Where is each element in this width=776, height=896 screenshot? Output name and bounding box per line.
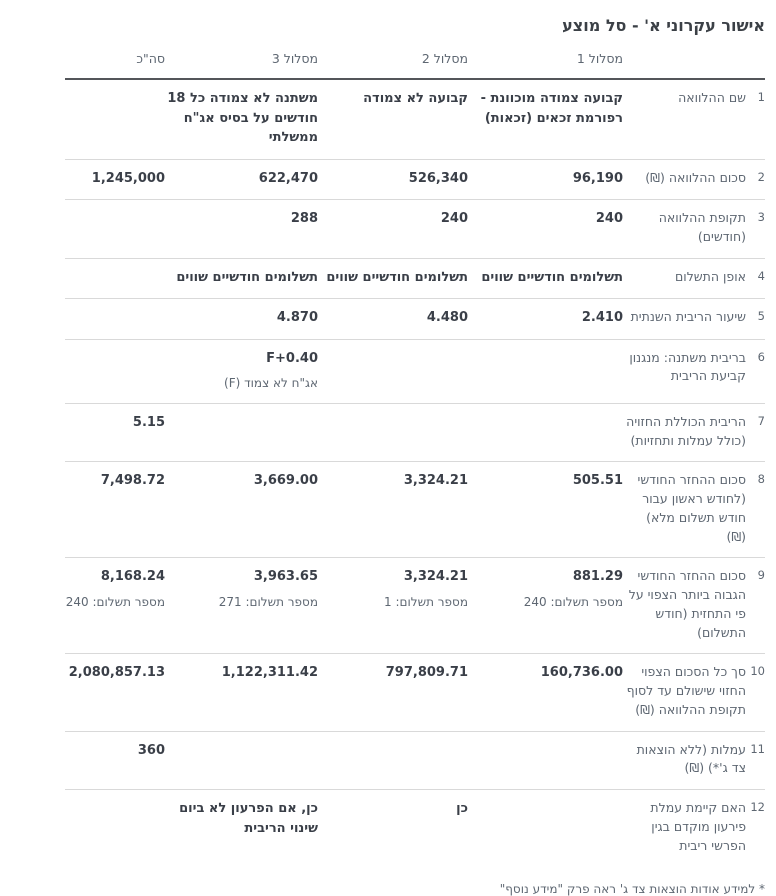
row-label: תקופת ההלוואה (חודשים) [658, 210, 746, 244]
row-header [623, 200, 765, 259]
row-label-wrap [623, 663, 765, 719]
cell-track1 [468, 200, 623, 259]
cell-value: תשלומים חודשיים שווים [326, 269, 468, 285]
row-header [623, 79, 765, 159]
row-number: 11 [750, 741, 765, 756]
row-label-wrap [623, 567, 765, 642]
row-number: 8 [757, 472, 765, 487]
cell-track2 [318, 462, 468, 558]
row-number: 6 [757, 349, 765, 364]
cell-total [65, 654, 165, 731]
cell-track3 [165, 654, 318, 731]
cell-value: 3,669.00 [253, 473, 318, 489]
cell-value: 2,080,857.13 [68, 665, 165, 681]
cell-value: 5.15 [132, 414, 165, 430]
cell-track2 [318, 339, 468, 403]
cell-subvalue: מספר תשלום: 240 [523, 594, 623, 609]
row-label: סכום ההחזר החודשי (לחודש ראשון עבור חודש תשלום מלא) (₪) [637, 472, 746, 544]
row-header [623, 731, 765, 790]
row-number: 12 [750, 800, 765, 815]
table-header [65, 51, 765, 79]
cell-value: 3,324.21 [403, 569, 468, 585]
table-row [65, 731, 765, 790]
row-number: 5 [757, 309, 765, 323]
cell-track1 [468, 339, 623, 403]
cell-value: 3,324.21 [403, 473, 468, 489]
row-number: 4 [757, 268, 765, 283]
cell-total [65, 462, 165, 558]
cell-track1 [468, 731, 623, 790]
cell-subvalue: מספר תשלום: 240 [65, 594, 165, 609]
cell-value: 8,168.24 [100, 569, 165, 585]
cell-value: 797,809.71 [385, 665, 468, 681]
row-label: סכום ההחזר החודשי הגבוה ביותר הצפוי על פי התחזית (חודש התשלום) [628, 568, 746, 640]
cell-track2 [318, 403, 468, 462]
cell-value: קבועה לא צמודה [363, 91, 468, 106]
row-label-wrap [623, 349, 765, 387]
cell-total [65, 258, 165, 299]
row-header [623, 790, 765, 867]
table-row [65, 299, 765, 340]
cell-track3 [165, 299, 318, 340]
header-row-label-spacer [623, 51, 765, 79]
cell-track3 [165, 790, 318, 867]
cell-value: קבועה צמודה מוכוונת - רפורמת זכאים (זכאות) [480, 91, 623, 126]
loan-tracks-table [65, 51, 765, 866]
cell-track1 [468, 462, 623, 558]
row-header [623, 258, 765, 299]
row-header [623, 403, 765, 462]
cell-track2 [318, 299, 468, 340]
cell-total [65, 299, 165, 340]
cell-track2 [318, 159, 468, 200]
table-row [65, 200, 765, 259]
table-row [65, 159, 765, 200]
page-title: אישור עקרוני א' - סל מוצע [562, 16, 765, 35]
cell-total [65, 403, 165, 462]
row-label: שם ההלוואה [678, 90, 746, 105]
cell-track3 [165, 258, 318, 299]
cell-track1 [468, 790, 623, 867]
cell-subvalue: מספר תשלום: 1 [384, 594, 468, 609]
row-label: סך כל הסכום הצפוי החזוי שישולם עד לסוף תקופת ההלוואה (₪) [626, 664, 746, 717]
table-row [65, 258, 765, 299]
row-label-wrap [623, 169, 765, 188]
cell-total [65, 731, 165, 790]
row-label: עמלות (ללא הוצאות צד ג'*) (₪) [636, 741, 746, 776]
row-header [623, 339, 765, 403]
cell-value: F+0.40 [266, 350, 318, 366]
column-header-track3: מסלול 3 [165, 51, 318, 79]
cell-track3 [165, 558, 318, 654]
column-header-track1: מסלול 1 [468, 51, 623, 79]
cell-value: 7,498.72 [100, 473, 165, 489]
cell-track3 [165, 403, 318, 462]
row-header [623, 299, 765, 340]
row-header [623, 159, 765, 200]
cell-track1 [468, 159, 623, 200]
cell-value: 1,245,000 [91, 170, 165, 186]
table-row [65, 339, 765, 403]
cell-value: משתנה לא צמודה כל 18 חודשים על בסיס אג"ח ממשלתי [167, 91, 318, 145]
cell-value: 2.410 [581, 310, 623, 325]
table-row [65, 790, 765, 867]
cell-value: 4.870 [276, 310, 318, 325]
row-label: הריבית הכוללת החזויה (כולל עמלות ותחזיות) [626, 413, 746, 448]
cell-track2 [318, 79, 468, 159]
cell-track3 [165, 200, 318, 259]
cell-track1 [468, 558, 623, 654]
cell-value: 3,963.65 [253, 569, 318, 585]
loan-approval-page [65, 16, 765, 896]
row-number: 3 [757, 210, 765, 224]
cell-total [65, 339, 165, 403]
row-label-wrap [623, 799, 765, 855]
row-label: האם קיימת עמלת פירעון מוקדם בגין הפרשי ריבית [650, 800, 746, 853]
row-label-wrap [623, 268, 765, 287]
cell-track1 [468, 299, 623, 340]
table-row [65, 654, 765, 731]
cell-track2 [318, 731, 468, 790]
cell-subvalue: אג"ח לא צמוד (F) [224, 376, 318, 390]
cell-value: תשלומים חודשיים שווים [176, 269, 318, 285]
row-label-wrap [623, 471, 765, 546]
row-header [623, 558, 765, 654]
cell-value: 160,736.00 [540, 665, 623, 681]
cell-track3 [165, 339, 318, 403]
cell-value: 240 [595, 211, 623, 226]
cell-value: 1,122,311.42 [221, 665, 318, 681]
row-label-wrap [623, 308, 765, 327]
cell-track3 [165, 462, 318, 558]
cell-track1 [468, 258, 623, 299]
row-label-wrap [623, 741, 765, 779]
cell-value: 622,470 [258, 170, 318, 186]
row-label-wrap [623, 89, 765, 108]
cell-value: כן, אם הפרעון לא ביום שינוי הריבית [179, 801, 318, 836]
cell-track3 [165, 159, 318, 200]
cell-track1 [468, 654, 623, 731]
cell-value: 288 [290, 211, 318, 226]
cell-track2 [318, 558, 468, 654]
row-number: 10 [750, 664, 765, 679]
cell-track3 [165, 79, 318, 159]
table-row [65, 462, 765, 558]
table-row [65, 403, 765, 462]
footnote: * למידע אודות הוצאות צד ג' ראה פרק "מידע נוסף" [499, 882, 765, 896]
cell-track3 [165, 731, 318, 790]
cell-track1 [468, 79, 623, 159]
row-label: אופן התשלום [675, 268, 746, 284]
row-header [623, 462, 765, 558]
cell-value: כן [456, 801, 468, 817]
cell-value: 240 [440, 211, 468, 226]
cell-value: 360 [137, 742, 165, 758]
table-row [65, 558, 765, 654]
column-header-total: סה"כ [65, 51, 165, 79]
row-header [623, 654, 765, 731]
row-label: סכום ההלוואה (₪) [645, 169, 746, 185]
cell-value: 4.480 [426, 310, 468, 325]
cell-value: תשלומים חודשיים שווים [481, 269, 623, 285]
cell-track2 [318, 654, 468, 731]
cell-track2 [318, 790, 468, 867]
cell-total [65, 159, 165, 200]
row-number: 7 [757, 413, 765, 428]
cell-value: 505.51 [572, 473, 623, 489]
row-number: 1 [757, 90, 765, 104]
cell-track2 [318, 258, 468, 299]
table-row [65, 79, 765, 159]
cell-track2 [318, 200, 468, 259]
cell-value: 526,340 [408, 170, 468, 186]
cell-value: 96,190 [572, 170, 623, 186]
cell-total [65, 200, 165, 259]
cell-subvalue: מספר תשלום: 271 [218, 594, 318, 609]
header-row [65, 51, 765, 79]
cell-total [65, 79, 165, 159]
row-label: בריבית משתנה: מנגנון קביעת הריבית [629, 349, 746, 384]
row-number: 2 [757, 169, 765, 184]
row-label: שיעור הריבית השנתית [630, 309, 746, 324]
cell-value: 881.29 [572, 569, 623, 585]
row-label-wrap [623, 209, 765, 247]
cell-total [65, 558, 165, 654]
table-body [65, 79, 765, 866]
column-header-track2: מסלול 2 [318, 51, 468, 79]
row-label-wrap [623, 413, 765, 451]
row-number: 9 [757, 568, 765, 583]
cell-total [65, 790, 165, 867]
cell-track1 [468, 403, 623, 462]
